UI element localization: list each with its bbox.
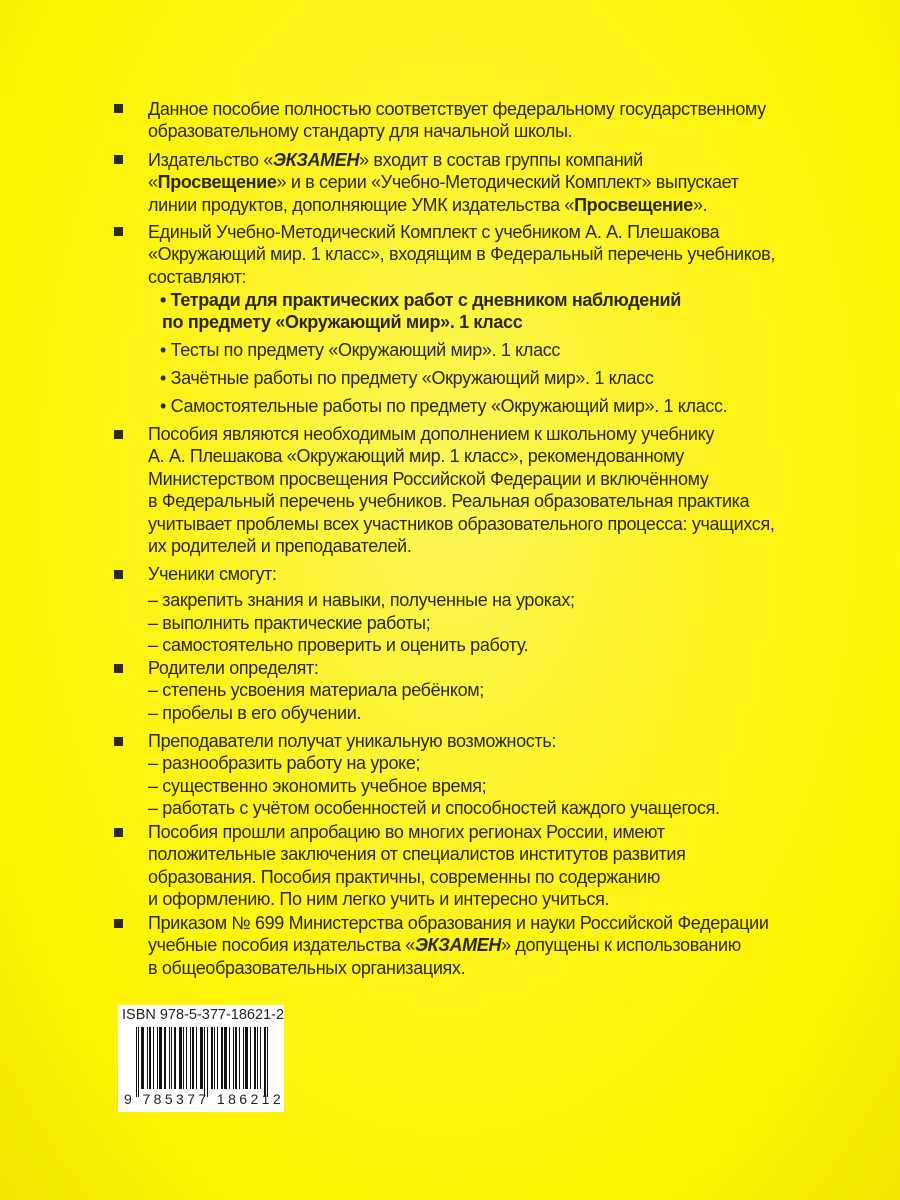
barcode-bar	[229, 1027, 230, 1089]
text-line: в Федеральный перечень учебников. Реальная образовательная практика	[148, 491, 750, 512]
isbn-barcode	[118, 1005, 284, 1112]
barcode-bar	[192, 1027, 194, 1089]
bullet-icon	[114, 155, 123, 164]
barcode-bar	[171, 1027, 172, 1089]
barcode-bar	[164, 1027, 166, 1089]
bullet-icon	[114, 664, 123, 673]
barcode-bar	[267, 1027, 268, 1097]
barcode-bar	[224, 1027, 227, 1089]
barcode-bar	[186, 1027, 187, 1089]
paragraph-students	[148, 563, 575, 657]
bullet-icon	[114, 227, 123, 236]
paragraph-publisher	[148, 149, 739, 216]
sub-item-independent-works: • Самостоятельные работы по предмету «Окружающий мир». 1 класс.	[160, 396, 728, 416]
text-line: Пособия прошли апробацию во многих регионах России, имеют	[148, 822, 665, 842]
barcode-bar	[136, 1027, 137, 1097]
sub-item-credit-works: • Зачётные работы по предмету «Окружающий мир». 1 класс	[160, 368, 654, 388]
text-line: составляют:	[148, 266, 247, 287]
text-line: Министерством просвещения Российской Федерации и включённому	[148, 468, 709, 489]
text: Издательство «	[148, 150, 273, 170]
text-line: по предмету «Окружающий мир». 1 класс	[162, 312, 523, 333]
barcode-bar	[138, 1027, 139, 1097]
paragraph-umk	[148, 221, 775, 288]
text: «	[148, 172, 158, 193]
paragraph-standard	[148, 98, 766, 143]
barcode-bar	[204, 1027, 205, 1097]
text-line: Родители определят:	[148, 658, 319, 678]
bullet-icon	[114, 828, 123, 837]
barcode-bar	[169, 1027, 170, 1089]
bullet-icon	[114, 570, 123, 579]
barcode-bar	[257, 1027, 258, 1089]
barcode-bar	[141, 1027, 144, 1089]
text: ».	[692, 194, 708, 215]
barcode-bar	[179, 1027, 182, 1089]
paragraph-teachers	[148, 730, 720, 820]
barcode-bar	[207, 1027, 208, 1097]
barcode-bar	[245, 1027, 248, 1089]
text-line: и оформлению. По ним легко учить и интересно учиться.	[148, 889, 610, 910]
barcode-bar	[183, 1027, 184, 1089]
paragraph-parents	[148, 657, 484, 724]
sub-item-workbook	[160, 289, 681, 334]
barcode-bar	[239, 1027, 240, 1089]
text-line: – пробелы в его обучении.	[148, 702, 362, 723]
text-line: Единый Учебно-Методический Комплект с учебником А. А. Плешакова	[148, 222, 720, 242]
paragraph-order	[148, 912, 769, 979]
bullet-icon	[114, 737, 123, 746]
barcode-bar	[217, 1027, 218, 1089]
sub-item-tests: • Тесты по предмету «Окружающий мир». 1 класс	[160, 340, 561, 360]
text-line: Пособия являются необходимым дополнением к школьному учебнику	[148, 424, 714, 444]
group-name: Просвещение	[157, 172, 277, 193]
text-line: образовательному стандарту для начальной школы.	[148, 121, 573, 142]
text-line: в общеобразовательных организациях.	[148, 957, 466, 978]
publisher-name: ЭКЗАМЕН	[414, 935, 502, 956]
barcode-bar	[250, 1027, 251, 1089]
barcode-bar	[159, 1027, 162, 1089]
barcode-bar	[254, 1027, 256, 1089]
bullet-icon	[114, 430, 123, 439]
barcode-bars	[136, 1027, 276, 1093]
text-line: учитывает проблемы всех участников образовательного процесса: учащихся,	[148, 513, 775, 534]
text-line: образования. Пособия практичны, современны по содержанию	[148, 866, 661, 887]
barcode-bar	[214, 1027, 215, 1089]
isbn-label: ISBN 978-5-377-18621-2	[122, 1007, 285, 1023]
text-line: положительные заключения от специалистов институтов развития	[148, 844, 686, 865]
barcode-bar	[147, 1027, 148, 1089]
text: линии продуктов, дополняющие УМК издательства «	[148, 194, 575, 215]
barcode-bar	[235, 1027, 237, 1089]
text-line: Данное пособие полностью соответствует федеральному государственному	[148, 99, 766, 119]
paragraph-supplement	[148, 423, 775, 557]
barcode-bar	[243, 1027, 244, 1089]
text-line: – выполнить практические работы;	[148, 612, 431, 633]
bullet-icon	[114, 104, 123, 113]
text-line: Преподаватели получат уникальную возможность:	[148, 731, 556, 751]
text-line: – работать с учётом особенностей и способностей каждого учащегося.	[148, 798, 720, 819]
barcode-bar	[211, 1027, 213, 1089]
text-line: Приказом № 699 Министерства образования и науки Российской Федерации	[148, 913, 769, 933]
text: » допущены к использованию	[501, 935, 741, 956]
barcode-bar	[200, 1027, 203, 1089]
text-line: – степень усвоения материала ребёнком;	[148, 680, 484, 701]
barcode-bar	[233, 1027, 234, 1089]
text-line: их родителей и преподавателей.	[148, 536, 412, 557]
text-line: • Тетради для практических работ с дневником наблюдений	[160, 290, 681, 310]
barcode-bar	[153, 1027, 154, 1089]
barcode-bar	[190, 1027, 191, 1089]
barcode-bar	[221, 1027, 223, 1089]
text: » входит в состав группы компаний	[359, 150, 643, 170]
text-line: – самостоятельно проверить и оценить работу.	[148, 635, 529, 656]
barcode-bar	[260, 1027, 261, 1089]
text-line: – закрепить знания и навыки, полученные на уроках;	[148, 590, 575, 611]
barcode-digits: 9 785377 186212	[124, 1091, 284, 1107]
text-line: Ученики смогут:	[148, 564, 277, 584]
text: » и в серии «Учебно-Методический Комплект» выпускает	[276, 172, 739, 193]
bullet-icon	[114, 919, 123, 928]
barcode-bar	[157, 1027, 158, 1089]
paragraph-approbation	[148, 821, 686, 911]
barcode-bar	[174, 1027, 176, 1089]
text-line: А. А. Плешакова «Окружающий мир. 1 класс», рекомендованному	[148, 446, 684, 467]
publisher-name: ЭКЗАМЕН	[272, 150, 360, 170]
group-name: Просвещение	[574, 194, 693, 215]
barcode-bar	[264, 1027, 266, 1097]
text: учебные пособия издательства «	[148, 935, 415, 956]
text-line: – существенно экономить учебное время;	[148, 775, 487, 796]
barcode-bar	[149, 1027, 151, 1089]
barcode-bar	[196, 1027, 197, 1089]
text-line: «Окружающий мир. 1 класс», входящим в Федеральный перечень учебников,	[148, 244, 775, 265]
text-line: – разнообразить работу на уроке;	[148, 753, 421, 774]
